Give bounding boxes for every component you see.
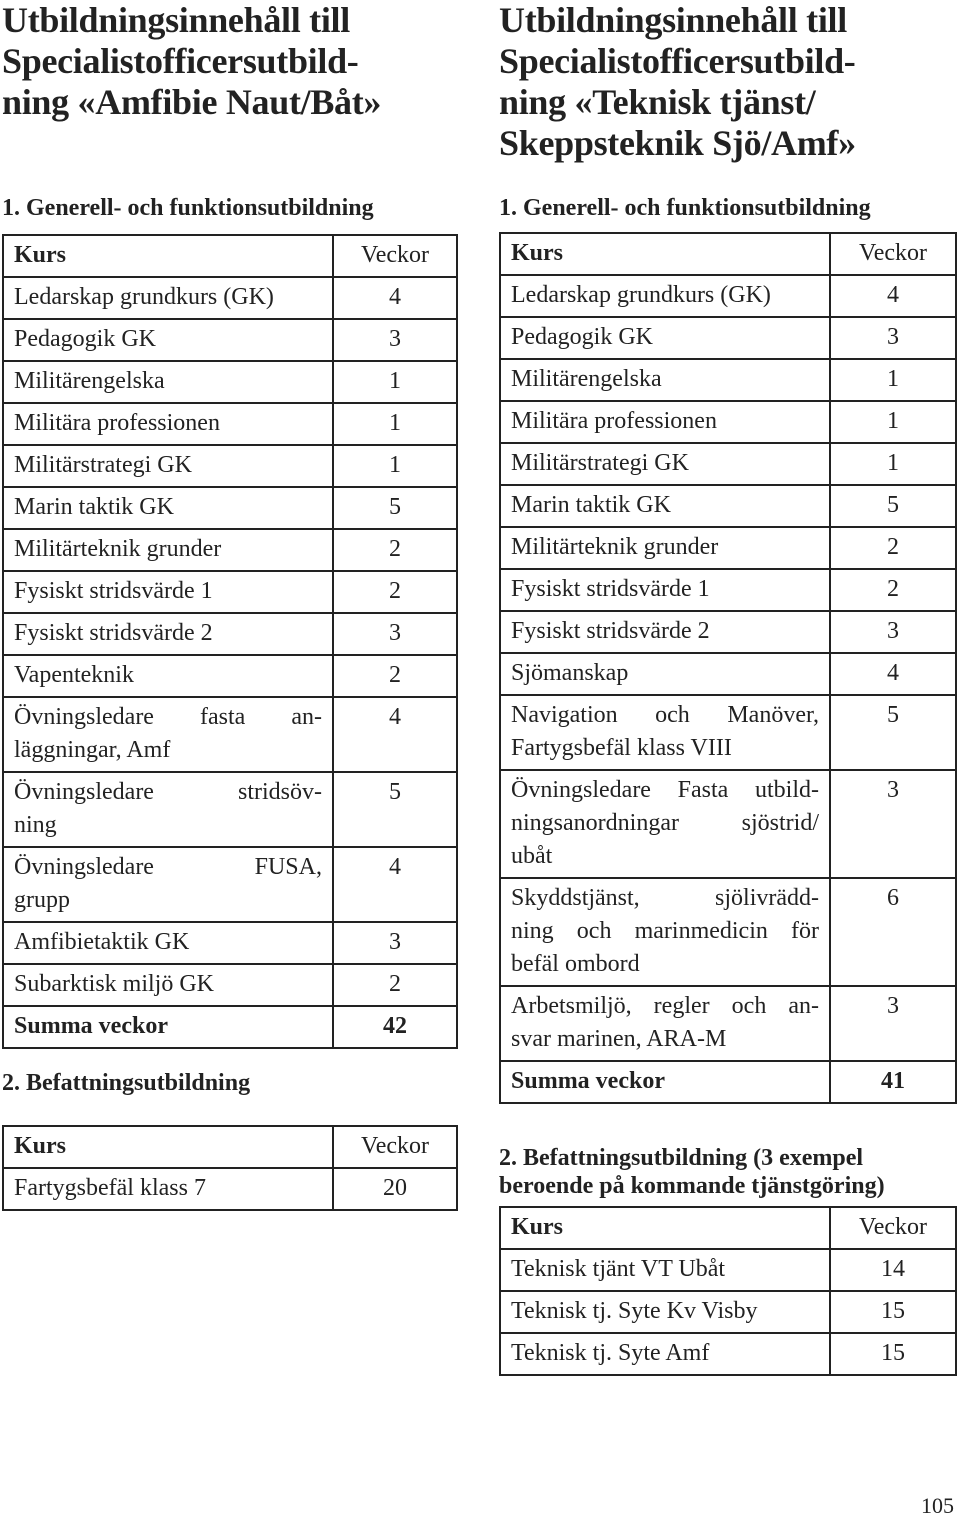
table-header-row [500, 1207, 956, 1249]
sum-value: 42 [333, 1006, 457, 1048]
header-veckor: Veckor [830, 233, 956, 275]
right-column [499, 0, 957, 1376]
course-name-line: Militärengelska [14, 368, 165, 394]
table-row [3, 487, 457, 529]
course-weeks: 4 [830, 275, 956, 317]
course-name-line: Fartygsbefäl klass VIII [511, 735, 732, 761]
sum-label: Summa veckor [3, 1006, 333, 1048]
course-name [3, 772, 333, 847]
course-name-line: Fysiskt stridsvärde 2 [14, 620, 213, 646]
course-name-line: ning [14, 812, 57, 838]
course-weeks: 2 [333, 571, 457, 613]
course-weeks: 14 [830, 1249, 956, 1291]
course-weeks: 1 [333, 445, 457, 487]
course-name-line: Fysiskt stridsvärde 2 [511, 618, 710, 644]
course-name [3, 529, 333, 571]
course-name-line: Övningsledare stridsöv- [14, 779, 322, 805]
course-name-line: läggningar, Amf [14, 737, 171, 763]
table-header-row [3, 235, 457, 277]
course-weeks: 1 [333, 403, 457, 445]
course-name [500, 1249, 830, 1291]
course-name [3, 445, 333, 487]
course-name-line: Övningsledare Fasta utbild- [511, 777, 819, 803]
course-name [500, 611, 830, 653]
course-weeks: 2 [333, 529, 457, 571]
table-row [3, 529, 457, 571]
course-name [3, 847, 333, 922]
left-section1-heading: 1. Generell- och funktionsutbildning [2, 195, 374, 221]
header-kurs: Kurs [3, 1126, 333, 1168]
course-weeks: 20 [333, 1168, 457, 1210]
course-name-line: grupp [14, 887, 70, 913]
course-weeks: 3 [333, 922, 457, 964]
course-name [500, 695, 830, 770]
course-name-line: Marin taktik GK [511, 492, 671, 518]
course-name [3, 964, 333, 1006]
course-weeks: 3 [830, 317, 956, 359]
table-row [500, 569, 956, 611]
table-row [3, 847, 457, 922]
table-row [3, 361, 457, 403]
course-weeks: 3 [830, 611, 956, 653]
table-row [3, 922, 457, 964]
table-row [500, 878, 956, 986]
table-row [3, 319, 457, 361]
sum-value: 41 [830, 1061, 956, 1103]
header-kurs: Kurs [3, 235, 333, 277]
table-row [500, 401, 956, 443]
header-veckor: Veckor [830, 1207, 956, 1249]
right-section2-heading: 2. Befattningsutbildning (3 exempel beroende på kommande tjänstgöring) [499, 1145, 885, 1199]
table-row [500, 485, 956, 527]
course-name [500, 443, 830, 485]
table-row [500, 359, 956, 401]
course-name-line: Militära professionen [14, 410, 220, 436]
course-name [3, 571, 333, 613]
course-name-line: Arbetsmiljö, regler och an- [511, 993, 819, 1019]
table-row [500, 653, 956, 695]
course-name-line: Övningsledare fasta an- [14, 704, 322, 730]
course-name-line: befäl ombord [511, 951, 640, 977]
course-name-line: Navigation och Manöver, [511, 702, 819, 728]
course-weeks: 1 [830, 401, 956, 443]
course-name [3, 361, 333, 403]
left-table1 [2, 234, 458, 1049]
header-veckor: Veckor [333, 235, 457, 277]
course-name [500, 770, 830, 878]
course-weeks: 3 [333, 319, 457, 361]
left-section2-heading: 2. Befattningsutbildning [2, 1070, 251, 1096]
left-title: Utbildningsinnehåll till Specialistofficersutbild- ning «Amfibie Naut/Båt» [2, 0, 382, 122]
course-name-line: Teknisk tjänt VT Ubåt [511, 1256, 726, 1282]
course-name-line: Ledarskap grundkurs (GK) [511, 282, 771, 308]
course-weeks: 2 [333, 655, 457, 697]
table-header-row [500, 233, 956, 275]
right-table1 [499, 232, 957, 1104]
course-name-line: Övningsledare FUSA, [14, 854, 322, 880]
table-row [500, 611, 956, 653]
sum-label: Summa veckor [500, 1061, 830, 1103]
table-row [3, 445, 457, 487]
course-name [500, 653, 830, 695]
table-row [3, 655, 457, 697]
course-name [500, 317, 830, 359]
left-column [2, 0, 458, 1211]
course-name [500, 878, 830, 986]
course-name-line: ubåt [511, 843, 553, 869]
table-row [500, 527, 956, 569]
course-name-line: Fysiskt stridsvärde 1 [14, 578, 213, 604]
course-name [3, 697, 333, 772]
sum-row [3, 1006, 457, 1048]
course-name-line: Vapenteknik [14, 662, 134, 688]
course-name-line: ning och marinmedicin för [511, 918, 819, 944]
course-name-line: Marin taktik GK [14, 494, 174, 520]
course-name-line: Militära professionen [511, 408, 717, 434]
course-weeks: 1 [333, 361, 457, 403]
course-name-line: Skyddstjänst, sjölivrädd- [511, 885, 819, 911]
sum-row [500, 1061, 956, 1103]
course-name [3, 487, 333, 529]
course-name [500, 1291, 830, 1333]
course-name-line: Teknisk tj. Syte Amf [511, 1340, 710, 1366]
course-name-line: svar marinen, ARA-M [511, 1026, 727, 1052]
course-name [3, 613, 333, 655]
course-weeks: 2 [830, 527, 956, 569]
course-name-line: Pedagogik GK [14, 326, 156, 352]
course-name-line: Militärteknik grunder [14, 536, 222, 562]
right-title: Utbildningsinnehåll till Specialistofficersutbild- ning «Teknisk tjänst/ Skeppsteknik Sjö/Amf» [499, 0, 856, 163]
course-name-line: Militärstrategi GK [511, 450, 689, 476]
course-name-line: Fysiskt stridsvärde 1 [511, 576, 710, 602]
course-name [3, 1168, 333, 1210]
course-name [500, 359, 830, 401]
course-name-line: Teknisk tj. Syte Kv Visby [511, 1298, 758, 1324]
table-row [500, 443, 956, 485]
table-row [500, 1333, 956, 1375]
header-veckor: Veckor [333, 1126, 457, 1168]
page-number: 105 [921, 1493, 954, 1518]
course-weeks: 3 [333, 613, 457, 655]
course-name-line: Militärengelska [511, 366, 662, 392]
course-weeks: 3 [830, 770, 956, 878]
course-name [3, 277, 333, 319]
course-name [3, 403, 333, 445]
course-name [500, 401, 830, 443]
table-row [500, 986, 956, 1061]
course-weeks: 2 [333, 964, 457, 1006]
table-header-row [3, 1126, 457, 1168]
course-name [3, 922, 333, 964]
table-row [3, 772, 457, 847]
table-row [3, 964, 457, 1006]
table-row [500, 1291, 956, 1333]
course-weeks: 4 [333, 697, 457, 772]
table-row [3, 571, 457, 613]
course-weeks: 5 [333, 772, 457, 847]
course-weeks: 6 [830, 878, 956, 986]
course-name-line: Amfibietaktik GK [14, 929, 190, 955]
course-name [500, 1333, 830, 1375]
table-row [3, 697, 457, 772]
course-name [500, 569, 830, 611]
table-row [3, 403, 457, 445]
course-name [3, 655, 333, 697]
course-weeks: 4 [830, 653, 956, 695]
course-weeks: 2 [830, 569, 956, 611]
table-row [3, 1168, 457, 1210]
table-row [500, 317, 956, 359]
table-row [500, 770, 956, 878]
course-name-line: Sjömanskap [511, 660, 629, 686]
table-row [500, 1249, 956, 1291]
course-weeks: 5 [333, 487, 457, 529]
course-name-line: Subarktisk miljö GK [14, 971, 215, 997]
course-weeks: 4 [333, 277, 457, 319]
course-weeks: 1 [830, 359, 956, 401]
course-weeks: 15 [830, 1291, 956, 1333]
course-weeks: 15 [830, 1333, 956, 1375]
course-name [3, 319, 333, 361]
course-name-line: Pedagogik GK [511, 324, 653, 350]
course-name [500, 527, 830, 569]
header-kurs: Kurs [500, 1207, 830, 1249]
course-name-line: Militärteknik grunder [511, 534, 719, 560]
course-weeks: 5 [830, 695, 956, 770]
course-name-line: Ledarskap grundkurs (GK) [14, 284, 274, 310]
course-name [500, 275, 830, 317]
table-row [500, 275, 956, 317]
course-weeks: 3 [830, 986, 956, 1061]
table-row [500, 695, 956, 770]
left-table2 [2, 1125, 458, 1211]
course-weeks: 1 [830, 443, 956, 485]
course-weeks: 5 [830, 485, 956, 527]
table-row [3, 613, 457, 655]
header-kurs: Kurs [500, 233, 830, 275]
course-name [500, 485, 830, 527]
course-name-line: ningsanordningar sjöstrid/ [511, 810, 819, 836]
right-table2 [499, 1206, 957, 1376]
table-row [3, 277, 457, 319]
right-section1-heading: 1. Generell- och funktionsutbildning [499, 195, 871, 221]
course-name [500, 986, 830, 1061]
course-name-line: Militärstrategi GK [14, 452, 192, 478]
course-weeks: 4 [333, 847, 457, 922]
course-name-line: Fartygsbefäl klass 7 [14, 1175, 206, 1201]
